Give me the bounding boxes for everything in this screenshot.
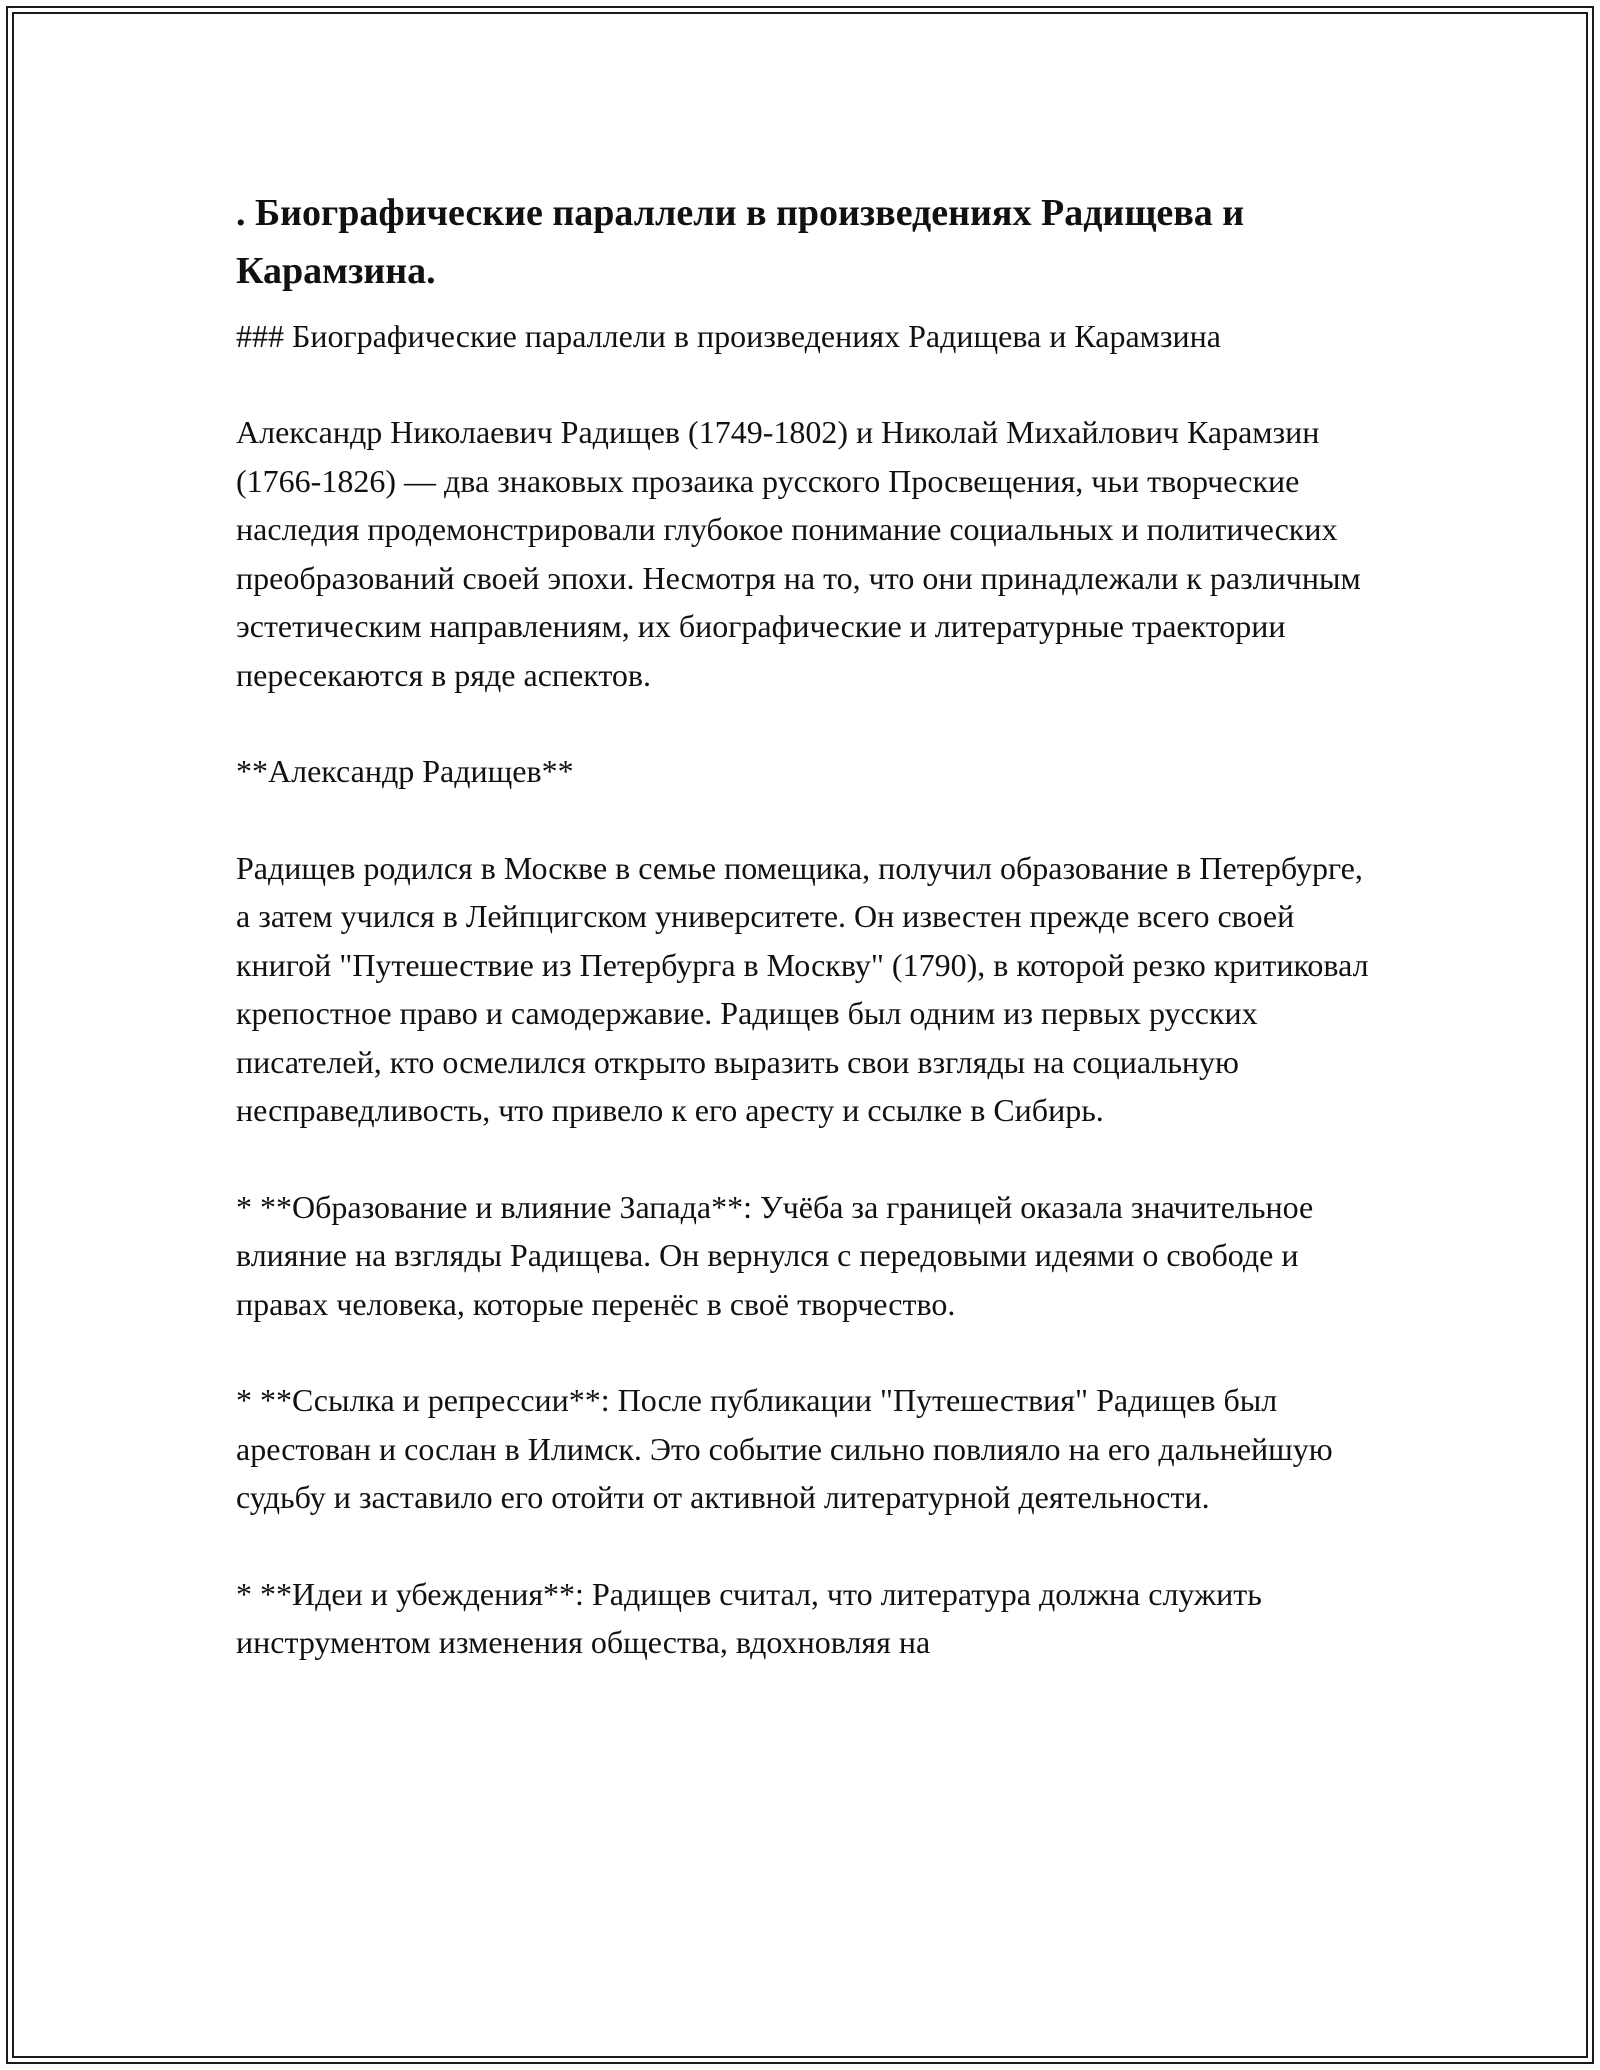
bullet-ideas: * **Идеи и убеждения**: Радищев считал, что литература должна служить инструментом изменения общества, вдохновляя на (236, 1575, 1262, 1660)
biography-paragraph: Радищев родился в Москве в семье помещика, получил образование в Петербурге, а затем учился в Лейпцигском университете. Он известен прежде всего своей книгой "Путешествие из Петербурга в Москву" (1790), в которой резко критиковал крепостное право и самодержавие. Радищев был одним из первых русских писателей, кто осмелился открыто выразить свои взгляды на социальную несправедливость, что привело к его аресту и ссылке в Сибирь. (236, 849, 1369, 1128)
section-heading-radishchev: **Александр Радищев** (236, 753, 574, 789)
document-page (236, 184, 1376, 1667)
markdown-heading-line: ### Биографические параллели в произведениях Радищева и Карамзина (236, 318, 1221, 354)
bullet-exile: * **Ссылка и репрессии**: После публикации "Путешествия" Радищев был арестован и сослан в Илимск. Это событие сильно повлияло на его дальнейшую судьбу и заставило его отойти от активной литературной деятельности. (236, 1382, 1333, 1515)
document-title: . Биографические параллели в произведениях Радищева и Карамзина. (236, 192, 1245, 292)
intro-paragraph: Александр Николаевич Радищев (1749-1802) и Николай Михайлович Карамзин (1766-1826) — два знаковых прозаика русского Просвещения, чьи творческие наследия продемонстрировали глубокое понимание социальных и политических преобразований своей эпохи. Несмотря на то, что они принадлежали к различным эстетическим направлениям, их биографические и литературные траектории пересекаются в ряде аспектов. (236, 414, 1361, 693)
bullet-education: * **Образование и влияние Запада**: Учёба за границей оказала значительное влияние на взгляды Радищева. Он вернулся с передовыми идеями о свободе и правах человека, которые перенёс в своё творчество. (236, 1188, 1314, 1322)
